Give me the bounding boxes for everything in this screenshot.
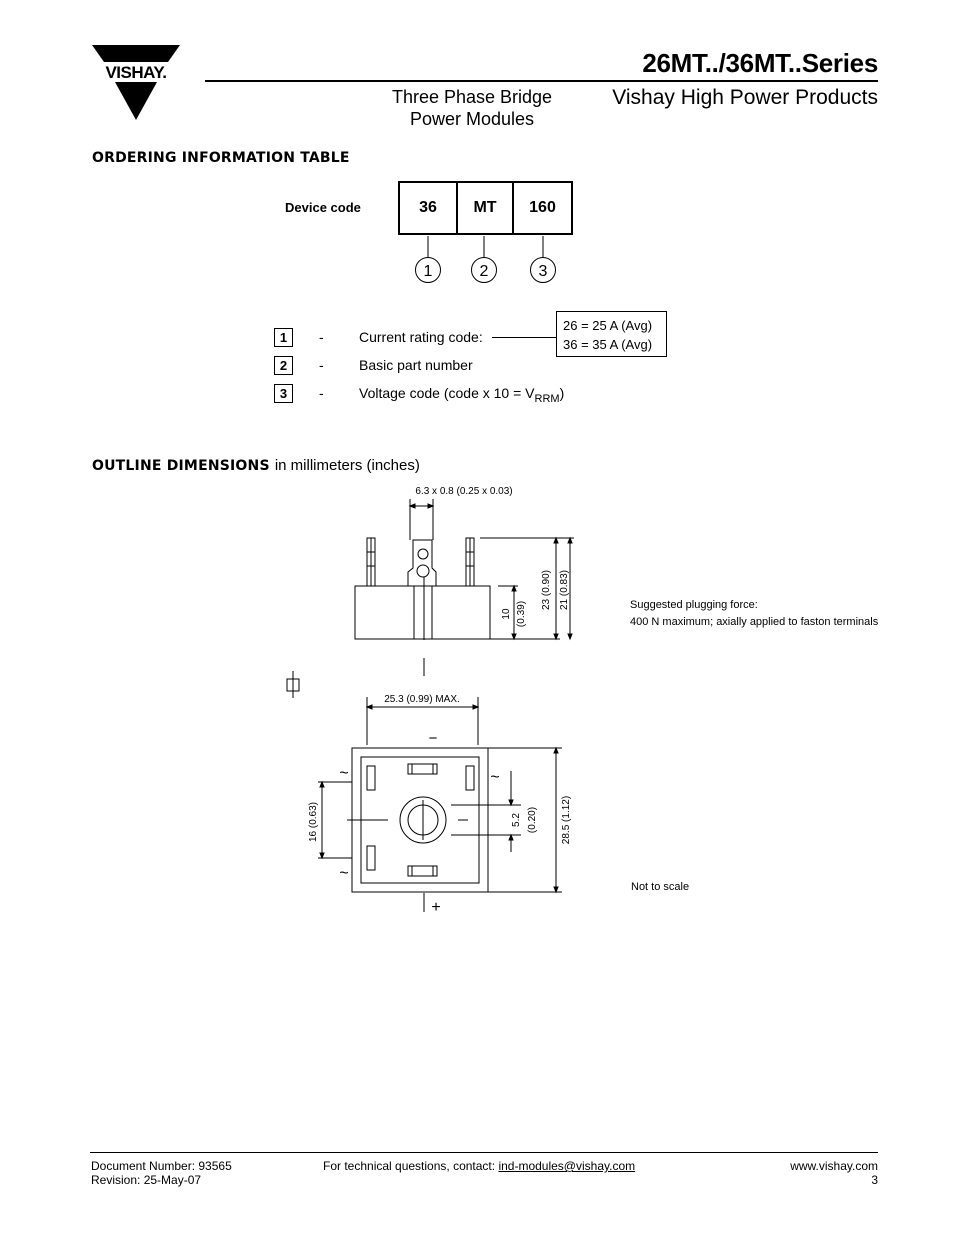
code-part-3: 160 xyxy=(512,181,573,235)
rating-leader-line xyxy=(492,337,556,338)
ac-symbol-right: ~ xyxy=(490,769,500,786)
legend-dash-3: - xyxy=(319,385,324,401)
legend-text-3-main: Voltage code (code x 10 = V xyxy=(359,385,535,401)
dim-height-10-in: (0.39) xyxy=(516,600,527,628)
legend-text-2: Basic part number xyxy=(359,357,473,373)
rating-line-1: 26 = 25 A (Avg) xyxy=(563,318,653,333)
callout-label-1: 1 xyxy=(423,263,433,280)
legend-text-3 xyxy=(359,385,564,405)
code-callouts xyxy=(400,234,580,290)
view-marker xyxy=(287,671,299,698)
legend-num-3: 3 xyxy=(274,384,293,403)
legend-num-2: 2 xyxy=(274,356,293,375)
revision: Revision: 25-May-07 xyxy=(91,1173,202,1187)
callout-label-3: 3 xyxy=(538,263,548,280)
ordering-heading: ORDERING INFORMATION TABLE xyxy=(92,150,350,166)
logo-text: VISHAY. xyxy=(105,63,167,82)
outline-unit-note: in millimeters (inches) xyxy=(274,457,420,474)
brand-line: Vishay High Power Products xyxy=(612,86,878,109)
dim-height-21: 21 (0.83) xyxy=(559,569,570,611)
rating-line-2: 36 = 35 A (Avg) xyxy=(563,337,653,352)
legend-dash-2: - xyxy=(319,357,324,373)
contact-email-link[interactable]: ind-modules@vishay.com xyxy=(498,1159,636,1173)
doc-number: Document Number: 93565 xyxy=(91,1159,232,1173)
device-code-label: Device code xyxy=(285,200,361,215)
website[interactable]: www.vishay.com xyxy=(790,1159,878,1173)
dim-width-16: 16 (0.63) xyxy=(308,801,319,843)
header-rule xyxy=(205,80,878,82)
legend-text-3-tail: ) xyxy=(559,385,565,401)
vishay-logo-mark xyxy=(88,44,184,122)
series-title: 26MT../36MT..Series xyxy=(642,48,878,78)
ac-symbol-left-bottom: ~ xyxy=(339,865,349,882)
dim-height-28-5: 28.5 (1.12) xyxy=(561,795,572,845)
dim-height-23: 23 (0.90) xyxy=(541,569,552,611)
contact-prefix: For technical questions, contact: xyxy=(323,1159,499,1173)
legend-num-1: 1 xyxy=(274,328,293,347)
top-view xyxy=(318,697,562,912)
legend-text-1: Current rating code: xyxy=(359,329,483,345)
legend-dash-1: - xyxy=(319,329,324,345)
footer-rule xyxy=(90,1152,878,1153)
minus-terminal-symbol: − xyxy=(428,730,438,747)
subtitle-line-1: Three Phase Bridge xyxy=(391,87,553,107)
plug-note-line-2: 400 N maximum; axially applied to faston terminals xyxy=(630,616,879,628)
outline-heading-title: OUTLINE DIMENSIONS xyxy=(92,458,270,474)
contact-line xyxy=(323,1159,635,1173)
product-subtitle xyxy=(372,86,572,130)
legend-text-3-sub: RRM xyxy=(534,392,560,405)
ac-symbol-left-top: ~ xyxy=(339,765,349,782)
callout-label-2: 2 xyxy=(479,263,489,280)
vishay-logo xyxy=(88,44,184,122)
scale-note: Not to scale xyxy=(631,881,690,893)
outline-drawing xyxy=(280,480,600,920)
rating-box xyxy=(556,311,667,357)
dim-width-5-2: 5.2 xyxy=(511,813,522,827)
dim-width-5-2-in: (0.20) xyxy=(527,806,538,834)
dim-terminal: 6.3 x 0.8 (0.25 x 0.03) xyxy=(415,486,513,497)
code-part-2: MT xyxy=(456,181,514,235)
dim-width-max: 25.3 (0.99) MAX. xyxy=(384,694,460,705)
subtitle-line-2: Power Modules xyxy=(409,109,535,129)
plus-terminal-symbol: + xyxy=(431,899,441,916)
plug-note-line-1: Suggested plugging force: xyxy=(630,599,758,611)
code-part-1: 36 xyxy=(398,181,458,235)
outline-heading xyxy=(92,457,420,474)
page-number: 3 xyxy=(871,1173,878,1187)
dim-height-10: 10 xyxy=(501,608,512,620)
